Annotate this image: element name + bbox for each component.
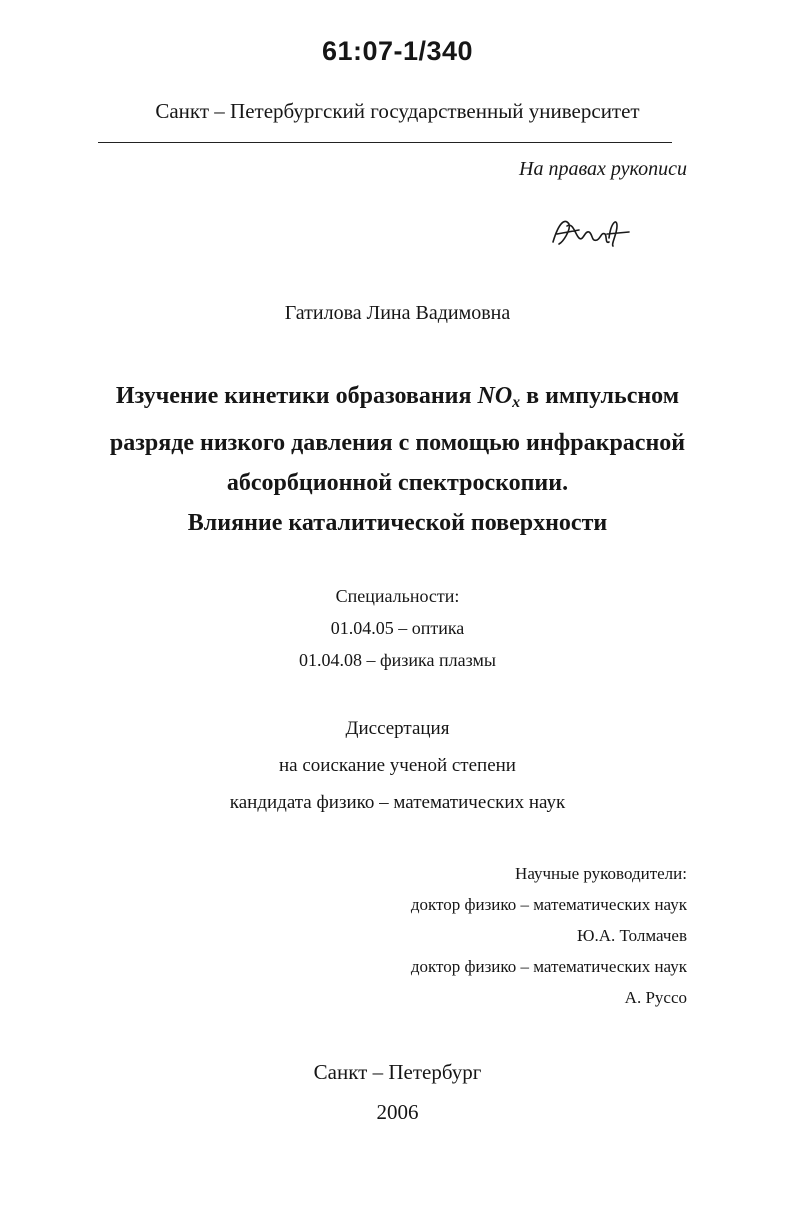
specialties xyxy=(0,580,795,676)
title-line-4: Влияние каталитической поверхности xyxy=(187,510,608,536)
title-formula: $NO_x$ xyxy=(477,383,521,411)
degree-line-2: на соискание ученой степени xyxy=(279,755,516,776)
signature-scribble xyxy=(545,212,635,252)
title-line-3: абсорбционной спектроскопии. xyxy=(226,470,569,496)
dissertation-title xyxy=(0,376,795,543)
supervisors-heading: Научные руководители: xyxy=(515,864,687,883)
supervisors xyxy=(411,858,687,1013)
specialty-item: 01.04.05 – оптика xyxy=(330,618,465,638)
supervisor-degree: доктор физико – математических наук xyxy=(410,895,687,914)
title-line-1: Изучение кинетики образования $NO_x$ в импульсном xyxy=(115,383,680,411)
supervisor-name: А. Руссо xyxy=(624,988,687,1007)
specialties-heading: Специальности: xyxy=(335,586,460,606)
title-line-2: разряде низкого давления с помощью инфракрасной xyxy=(109,430,686,456)
header-divider xyxy=(98,142,672,143)
specialty-item: 01.04.08 – физика плазмы xyxy=(299,650,496,670)
rights-notice: На правах рукописи xyxy=(519,158,687,180)
supervisor-name: Ю.А. Толмачев xyxy=(577,926,687,945)
author-name: Гатилова Лина Вадимовна xyxy=(284,302,511,324)
place-and-year xyxy=(0,1052,795,1132)
archive-code: 61:07-1/340 xyxy=(321,36,474,66)
city: Санкт – Петербург xyxy=(313,1060,482,1084)
degree-line-1: Диссертация xyxy=(345,718,450,739)
degree-statement xyxy=(0,710,795,821)
university-name: Санкт – Петербургский государственный университет xyxy=(155,99,640,123)
supervisor-degree: доктор физико – математических наук xyxy=(410,957,687,976)
degree-line-3: кандидата физико – математических наук xyxy=(229,792,566,813)
year: 2006 xyxy=(376,1100,419,1124)
